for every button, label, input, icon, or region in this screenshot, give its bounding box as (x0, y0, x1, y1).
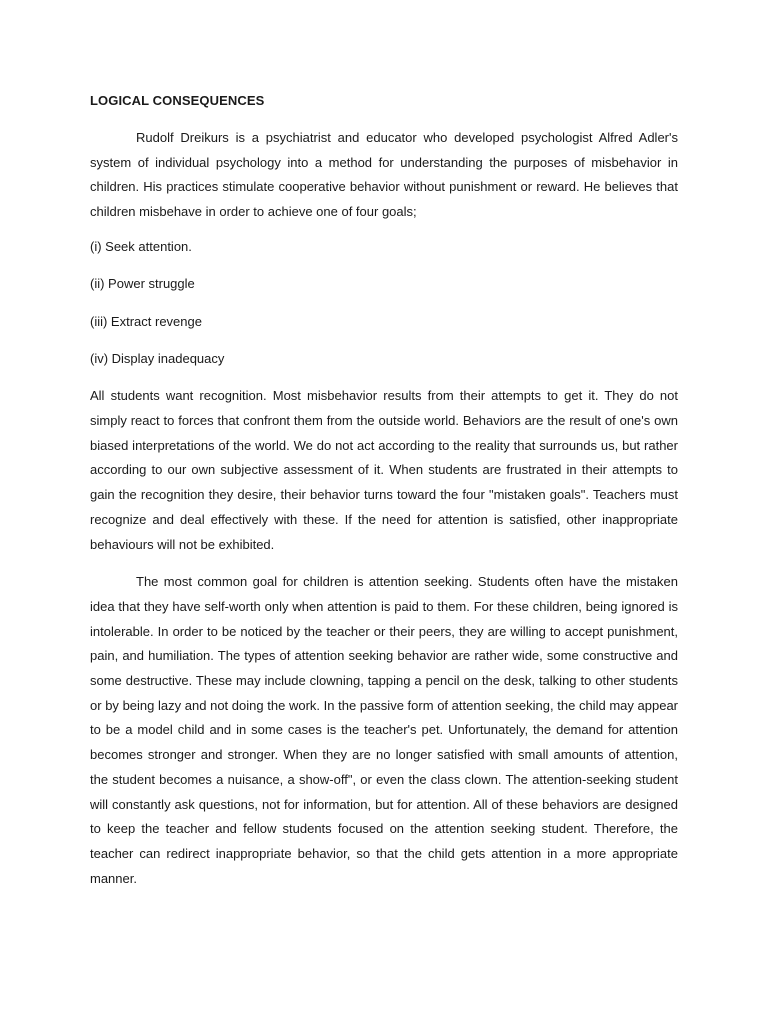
goal-item-4: (iv) Display inadequacy (90, 351, 225, 367)
goal-item-3: (iii) Extract revenge (90, 313, 202, 329)
document-title: LOGICAL CONSEQUENCES (90, 93, 265, 108)
goal-item-1: (i) Seek attention. (90, 238, 192, 254)
intro-paragraph: Rudolf Dreikurs is a psychiatrist and educator who developed psychologist Alfred Adler's system of individual psychology into a method for understanding the purposes of misbehavior in children. His practices stimulate cooperative behavior without punishment or reward. He believes that children misbehave in order to achieve one of four goals; (90, 130, 678, 220)
goals-list (90, 237, 678, 370)
attention-paragraph: The most common goal for children is attention seeking. Students often have the mistaken idea that they have self-worth only when attention is paid to them. For these children, being ignored is intolerable. In order to be noticed by the teacher or their peers, they are willing to accept punishment, pain, and humiliation. The types of attention seeking behavior are rather wide, some constructive and some destructive. These may include clowning, tapping a pencil on the desk, talking to other students or by being lazy and not doing the work. In the passive form of attention seeking, the child may appear to be a model child and in some cases is the teacher's pet. Unfortunately, the demand for attention becomes stronger and stronger. When they are no longer satisfied with small amounts of attention, the student becomes a nuisance, a show-off", or even the class clown. The attention-seeking student will constantly ask questions, not for information, but for attention. All of these behaviors are designed to keep the teacher and fellow students focused on the attention seeking student. Therefore, the teacher can redirect inappropriate behavior, so that the child gets attention in a more appropriate manner. (90, 574, 678, 886)
document-page (90, 91, 678, 891)
recognition-paragraph: All students want recognition. Most misbehavior results from their attempts to get it. They do not simply react to forces that confront them from the outside world. Behaviors are the result of one's own biased interpretations of the world. We do not act according to the reality that surrounds us, but rather according to our own subjective assessment of it. When students are frustrated in their attempts to gain the recognition they desire, their behavior turns toward the four "mistaken goals". Teachers must recognize and deal effectively with these. If the need for attention is satisfied, other inappropriate behaviours will not be exhibited. (90, 388, 678, 552)
goal-item-2: (ii) Power struggle (90, 276, 195, 292)
